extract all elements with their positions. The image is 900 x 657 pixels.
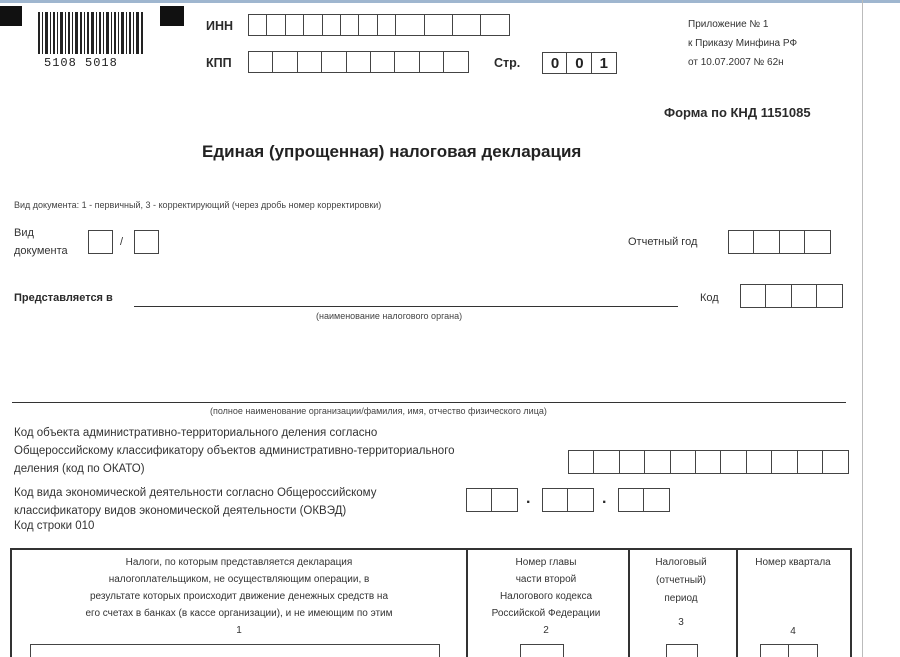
chapter-number-cell[interactable] bbox=[520, 644, 564, 657]
org-name-line[interactable] bbox=[12, 402, 846, 403]
corner-marker-left bbox=[0, 6, 22, 26]
doc-type-hint: Вид документа: 1 - первичный, 3 - корректирующий (через дробь номер корректировки) bbox=[14, 200, 382, 210]
okato-label-line: деления (код по ОКАТО) bbox=[14, 463, 145, 475]
okved-label-line: классификатору видов экономической деятельности (ОКВЭД) bbox=[14, 505, 347, 517]
okato-label-line: Код объекта административно-территориального деления согласно bbox=[14, 427, 378, 439]
line-code: Код строки 010 bbox=[14, 520, 95, 532]
quarter-cells[interactable] bbox=[760, 644, 817, 657]
corner-marker-right bbox=[160, 6, 184, 26]
okved-label-line: Код вида экономической деятельности согласно Общероссийскому bbox=[14, 487, 377, 499]
page-digit: 0 bbox=[566, 52, 592, 74]
header-line: Номер квартала bbox=[755, 557, 831, 568]
correction-number-cell[interactable] bbox=[134, 230, 159, 254]
tax-office-caption: (наименование налогового органа) bbox=[316, 311, 463, 321]
barcode-number: 5108 5018 bbox=[44, 56, 118, 70]
form-code: Форма по КНД 1151085 bbox=[664, 105, 811, 120]
header-line: его счетах в банках (в кассе организации), и не имеющим по этим bbox=[85, 608, 393, 619]
okved-cells-group1[interactable] bbox=[466, 488, 517, 510]
column-number: 1 bbox=[236, 625, 242, 636]
report-year-cells[interactable] bbox=[728, 230, 830, 252]
tax-name-cell[interactable] bbox=[30, 644, 440, 657]
header-line: Российской Федерации bbox=[491, 608, 601, 619]
kpp-label: КПП bbox=[206, 56, 232, 70]
header-line: налогоплательщиком, не осуществляющим операции, в bbox=[108, 574, 370, 585]
table-header-col2 bbox=[468, 554, 624, 639]
doc-type-label-line: Вид bbox=[14, 227, 34, 239]
appendix-line: от 10.07.2007 № 62н bbox=[688, 57, 784, 68]
table-header-col4 bbox=[738, 554, 848, 640]
page-digit: 0 bbox=[542, 52, 568, 74]
page-digit: 1 bbox=[591, 52, 617, 74]
okato-cells[interactable] bbox=[568, 450, 847, 472]
period-cell[interactable] bbox=[666, 644, 698, 657]
tax-office-code-cells[interactable] bbox=[740, 284, 842, 306]
page-label: Стр. bbox=[494, 56, 521, 70]
okved-label bbox=[14, 484, 376, 520]
appendix-note bbox=[688, 15, 797, 72]
header-line: период bbox=[664, 593, 698, 604]
doc-type-label bbox=[14, 224, 68, 260]
barcode bbox=[38, 12, 148, 60]
column-number: 2 bbox=[543, 625, 549, 636]
header-line: Налоговый bbox=[655, 557, 707, 568]
page-top-border bbox=[0, 0, 900, 3]
doc-type-separator: / bbox=[120, 236, 124, 248]
inn-cells[interactable] bbox=[248, 14, 509, 36]
column-number: 3 bbox=[678, 617, 684, 628]
okved-cells-group3[interactable] bbox=[618, 488, 669, 510]
page-title: Единая (упрощенная) налоговая декларация bbox=[202, 142, 582, 161]
header-line: (отчетный) bbox=[656, 575, 706, 586]
page-number-cells[interactable] bbox=[542, 52, 615, 74]
header-line: Номер главы bbox=[515, 557, 577, 568]
report-year-label: Отчетный год bbox=[628, 236, 698, 248]
tax-office-line[interactable] bbox=[134, 306, 678, 307]
doc-type-cell[interactable] bbox=[88, 230, 113, 254]
table-header-col3 bbox=[630, 554, 732, 632]
header-line: Налогового кодекса bbox=[499, 591, 593, 602]
header-line: результате которых происходит движение денежных средств на bbox=[89, 591, 389, 602]
submitted-to-label: Представляется в bbox=[14, 292, 113, 304]
header-line: части второй bbox=[515, 574, 577, 585]
doc-type-label-line: документа bbox=[14, 245, 68, 257]
header-line: Налоги, по которым представляется декларация bbox=[125, 557, 353, 568]
table-header-col1 bbox=[14, 554, 464, 639]
page-right-border bbox=[862, 0, 863, 657]
okato-label bbox=[14, 424, 455, 478]
org-name-caption: (полное наименование организации/фамилия, имя, отчество физического лица) bbox=[210, 406, 547, 416]
okved-separator: . bbox=[602, 490, 607, 507]
okved-cells-group2[interactable] bbox=[542, 488, 593, 510]
inn-label: ИНН bbox=[206, 19, 234, 33]
column-number: 4 bbox=[790, 626, 796, 637]
appendix-line: Приложение № 1 bbox=[688, 19, 769, 30]
okved-separator: . bbox=[526, 490, 531, 507]
okato-label-line: Общероссийскому классификатору объектов административно-территориального bbox=[14, 445, 455, 457]
kpp-cells[interactable] bbox=[248, 51, 468, 73]
tax-office-code-label: Код bbox=[700, 292, 719, 304]
appendix-line: к Приказу Минфина РФ bbox=[688, 38, 798, 49]
